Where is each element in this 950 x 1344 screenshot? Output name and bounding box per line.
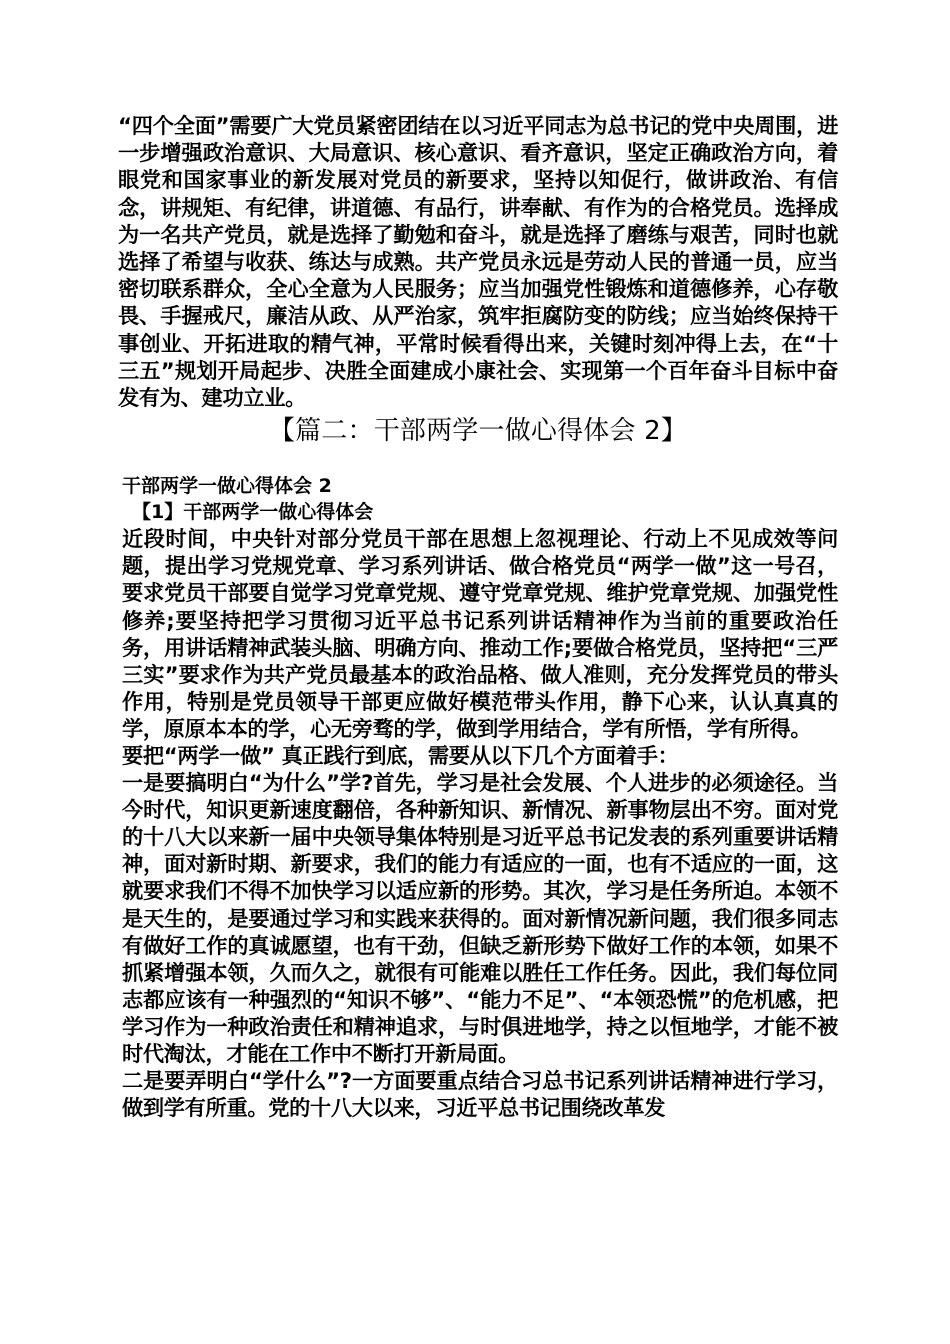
paragraph-2: 要把“两学一做” 真正践行到底，需要从以下几个方面着手：: [122, 742, 679, 768]
paragraph-4: 二是要弄明白“学什么”?一方面要重点结合习总书记系列讲话精神进行学习，做到学有所重。党的十八大以来，习近平总书记围绕改革发: [122, 1068, 838, 1121]
document-body: [118, 112, 838, 1121]
document-subtitle: 干部两学一做心得体会 2: [122, 475, 332, 498]
section-heading: 【篇二：干部两学一做心得体会 2】: [268, 416, 688, 447]
document-subheading: 【1】干部两学一做心得体会: [132, 501, 374, 524]
paragraph-intro: “四个全面”需要广大党员紧密团结在以习近平同志为总书记的党中央周围，进一步增强政治意识、大局意识、核心意识、看齐意识，坚定正确政治方向，着眼党和国家事业的新发展对党员的新要求，坚持以知促行，做讲政治、有信念，讲规矩、有纪律，讲道德、有品行，讲奉献、有作为的合格党员。选择成为一名共产党员，就是选择了勤勉和奋斗，就是选择了磨练与艰苦，同时也就选择了希望与收获、练达与成熟。共产党员永远是劳动人民的普通一员，应当密切联系群众，全心全意为人民服务；应当加强党性锻炼和道德修养，心存敬畏、手握戒尺，廉洁从政、从严治家，筑牢拒腐防变的防线；应当始终保持干事创业、开拓进取的精气神，平常时候看得出来，关键时刻冲得上去，在“十三五”规划开局起步、决胜全面建成小康社会、实现第一个百年奋斗目标中奋发有为、建功立业。: [118, 113, 838, 411]
paragraph-3: 一是要搞明白“为什么”学?首先，学习是社会发展、个人进步的必须途径。当今时代，知识更新速度翻倍，各种新知识、新情况、新事物层出不穷。面对党的十八大以来新一届中央领导集体特别是习近平总书记发表的系列重要讲话精神，面对新时期、新要求，我们的能力有适应的一面，也有不适应的一面，这就要求我们不得不加快学习以适应新的形势。其次，学习是任务所迫。本领不是天生的，是要通过学习和实践来获得的。面对新情况新问题，我们很多同志有做好工作的真诚愿望，也有干劲，但缺乏新形势下做好工作的本领，如果不抓紧增强本领，久而久之，就很有可能难以胜任工作任务。因此，我们每位同志都应该有一种强烈的“知识不够”、“能力不足”、“本领恐慌”的危机感，把学习作为一种政治责任和精神追求，与时俱进地学，持之以恒地学，才能不被时代淘汰，才能在工作中不断打开新局面。: [122, 770, 838, 1067]
paragraph-1: 近段时间，中央针对部分党员干部在思想上忽视理论、行动上不见成效等问题，提出学习党规党章、学习系列讲话、做合格党员“两学一做”这一号召，要求党员干部要自觉学习党章党规、遵守党章党规、维护党章党规、加强党性修养;要坚持把学习贯彻习近平总书记系列讲话精神作为当前的重要政治任务，用讲话精神武装头脑、明确方向、推动工作;要做合格党员，坚持把“三严三实”要求作为共产党员最基本的政治品格、做人准则，充分发挥党员的带头作用，特别是党员领导干部更应做好模范带头作用，静下心来，认认真真的学，原原本本的学，心无旁骛的学，做到学用结合，学有所悟，学有所得。: [122, 526, 838, 741]
